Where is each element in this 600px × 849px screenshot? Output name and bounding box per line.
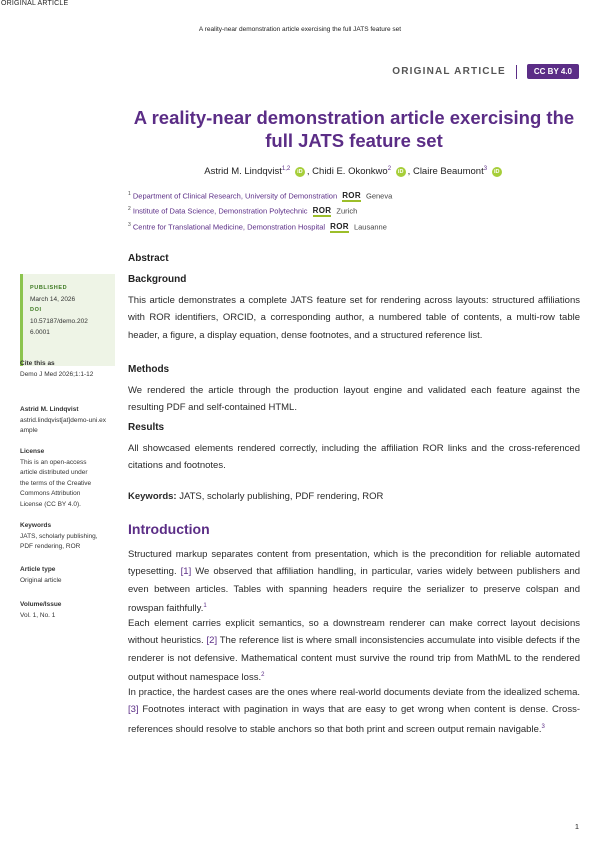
cite-block bbox=[20, 359, 110, 380]
license-line: License (CC BY 4.0). bbox=[20, 500, 81, 508]
keywords-label: Keywords: bbox=[128, 491, 177, 502]
license-line: article distributed under bbox=[20, 469, 88, 476]
affiliation-number: 1 bbox=[128, 191, 131, 197]
author-list: Astrid M. Lindqvist$^{1,2}$ iD , Chidi E. Okonkwo$^2$ iD , Claire Beaumont$^3$ iD bbox=[128, 166, 580, 177]
author-name[interactable]: Claire Beaumont bbox=[412, 166, 484, 178]
article-type-block bbox=[20, 565, 110, 586]
author-name[interactable]: Chidi E. Okonkwo bbox=[312, 166, 388, 178]
author-aff-ref[interactable]: 1,2 bbox=[281, 166, 291, 172]
citation-link[interactable]: [3] bbox=[128, 704, 139, 716]
affiliation-number: 2 bbox=[128, 206, 131, 212]
affiliation-link[interactable]: Department of Clinical Research, University of Demonstration bbox=[132, 191, 338, 201]
license-line: Commons Attribution bbox=[20, 490, 81, 497]
article-type-bar bbox=[392, 64, 579, 79]
keywords-text: JATS, scholarly publishing, PDF rendering, ROR bbox=[179, 491, 384, 502]
affiliation bbox=[128, 222, 387, 233]
intro-paragraph-1 bbox=[128, 546, 580, 617]
affiliation-link[interactable]: Institute of Data Science, Demonstration Polytechnic bbox=[132, 206, 308, 216]
license-line: This is an open-access bbox=[20, 458, 87, 466]
paragraph-text: Each element carries explicit semantics, so a downstream renderer can make correct layout decisions without heuristics. bbox=[128, 618, 580, 647]
intro-paragraph-2 bbox=[128, 615, 580, 686]
published-date: March 14, 2026 bbox=[30, 296, 76, 303]
footnote-ref[interactable]: 3 bbox=[541, 723, 545, 730]
affiliation-city: Zurich bbox=[336, 206, 358, 216]
affiliation bbox=[128, 206, 357, 217]
corresponding-block bbox=[20, 405, 110, 437]
article-type-label: Article type bbox=[20, 566, 56, 573]
citation-link[interactable]: [1] bbox=[180, 566, 192, 578]
paragraph-text: We observed that affiliation handling, in particular, varies widely between publishers and even between articles. Tables with spanning headers require the serializer to preserve colspan and rowspan faithfully. bbox=[128, 566, 581, 615]
corresponding-email[interactable]: ample bbox=[20, 427, 38, 434]
running-head: A reality-near demonstration article exercising the full JATS feature set bbox=[198, 26, 402, 33]
cite-label: Cite this as bbox=[20, 360, 55, 367]
ror-icon[interactable]: ROR bbox=[342, 191, 361, 201]
affiliation-city: Lausanne bbox=[353, 222, 387, 232]
article-title bbox=[128, 106, 580, 152]
orcid-icon[interactable]: iD bbox=[396, 167, 406, 177]
author-aff-ref[interactable]: 2 bbox=[387, 166, 392, 172]
title-line-1: A reality-near demonstration article exercising the bbox=[133, 107, 575, 128]
affiliation-city: Geneva bbox=[366, 191, 393, 201]
background-heading: Background bbox=[128, 274, 187, 285]
methods-heading: Methods bbox=[128, 364, 170, 375]
section-heading: Introduction bbox=[128, 521, 210, 537]
keywords-block bbox=[20, 521, 110, 553]
orcid-icon[interactable]: iD bbox=[295, 167, 305, 177]
volume-value: Vol. 1, No. 1 bbox=[20, 611, 56, 619]
corresponding-name: Astrid M. Lindqvist bbox=[20, 406, 79, 413]
footnote-ref[interactable]: 2 bbox=[261, 671, 265, 678]
results-heading: Results bbox=[128, 422, 165, 433]
abstract-heading: Abstract bbox=[128, 253, 169, 264]
doi-line[interactable]: 6.0001 bbox=[30, 329, 50, 336]
volume-label: Volume/Issue bbox=[20, 601, 62, 608]
intro-paragraph-3 bbox=[128, 684, 580, 738]
doi-label: DOI bbox=[30, 307, 42, 313]
volume-block bbox=[20, 600, 110, 621]
corresponding-email[interactable]: astrid.lindqvist[at]demo-uni.ex bbox=[20, 416, 106, 424]
published-label: PUBLISHED bbox=[30, 285, 68, 291]
article-type: ORIGINAL ARTICLE bbox=[392, 66, 506, 77]
orcid-icon[interactable]: iD bbox=[492, 167, 502, 177]
divider bbox=[516, 65, 517, 79]
paragraph-text: The reference list is where small inconsistencies accumulate into visible defects if the renderer is not defensive. Mathematical content must survive the round trip from MathML to the rendered output without namespace loss. bbox=[128, 635, 580, 684]
corner-label: ORIGINAL ARTICLE bbox=[1, 0, 69, 7]
paragraph-text: In practice, the hardest cases are the ones where real-world documents deviate from the idealized schema. bbox=[128, 687, 580, 698]
affiliation bbox=[128, 191, 392, 202]
results-text: All showcased elements rendered correctly, including the affiliation ROR links and the cross-referenced citations and footnotes. bbox=[128, 443, 580, 472]
citation-link[interactable]: [2] bbox=[206, 635, 218, 647]
keywords-label: Keywords bbox=[20, 522, 52, 529]
ror-icon[interactable]: ROR bbox=[330, 222, 349, 232]
keywords-line bbox=[128, 488, 580, 505]
paragraph-text: Structured markup separates content from presentation, which is the precondition for reliable automated typesetting. bbox=[128, 549, 580, 578]
affiliation-number: 3 bbox=[128, 222, 131, 228]
affiliation-link[interactable]: Centre for Translational Medicine, Demonstration Hospital bbox=[132, 222, 326, 232]
page-number: 1 bbox=[574, 822, 579, 831]
author-aff-ref[interactable]: 3 bbox=[483, 166, 488, 172]
methods-text: We rendered the article through the production layout engine and validated each feature against the resulting PDF and self-contained HTML. bbox=[128, 385, 580, 414]
license-line: the terms of the Creative bbox=[20, 479, 92, 487]
footnote-ref[interactable]: 1 bbox=[203, 602, 207, 609]
paragraph-text: Footnotes interact with pagination in ways that are easy to get wrong when content is dense. Cross-references should resolve to stable anchors so that both print and screen output remain navigable. bbox=[128, 704, 580, 735]
background-text: This article demonstrates a complete JATS feature set for rendering across layouts: structured affiliations with ROR identifiers, ORCID, a corresponding author, a numbered table of contents, a multi-row table header, a figure, a display equation, dense footnotes, and a structured reference list. bbox=[128, 295, 580, 341]
keywords-line: JATS, scholarly publishing, bbox=[20, 532, 98, 540]
published-box bbox=[20, 274, 115, 366]
cite-value: Demo J Med 2026;1:1-12 bbox=[20, 370, 94, 378]
title-line-2: full JATS feature set bbox=[265, 130, 443, 151]
license-badge[interactable]: CC BY 4.0 bbox=[527, 64, 579, 79]
license-block bbox=[20, 447, 110, 510]
author-name[interactable]: Astrid M. Lindqvist bbox=[204, 166, 282, 178]
doi-line[interactable]: 10.57187/demo.202 bbox=[30, 318, 88, 325]
ror-icon[interactable]: ROR bbox=[312, 206, 332, 216]
license-label: License bbox=[20, 448, 45, 455]
article-type-value: Original article bbox=[20, 576, 62, 584]
keywords-line: PDF rendering, ROR bbox=[20, 543, 81, 550]
